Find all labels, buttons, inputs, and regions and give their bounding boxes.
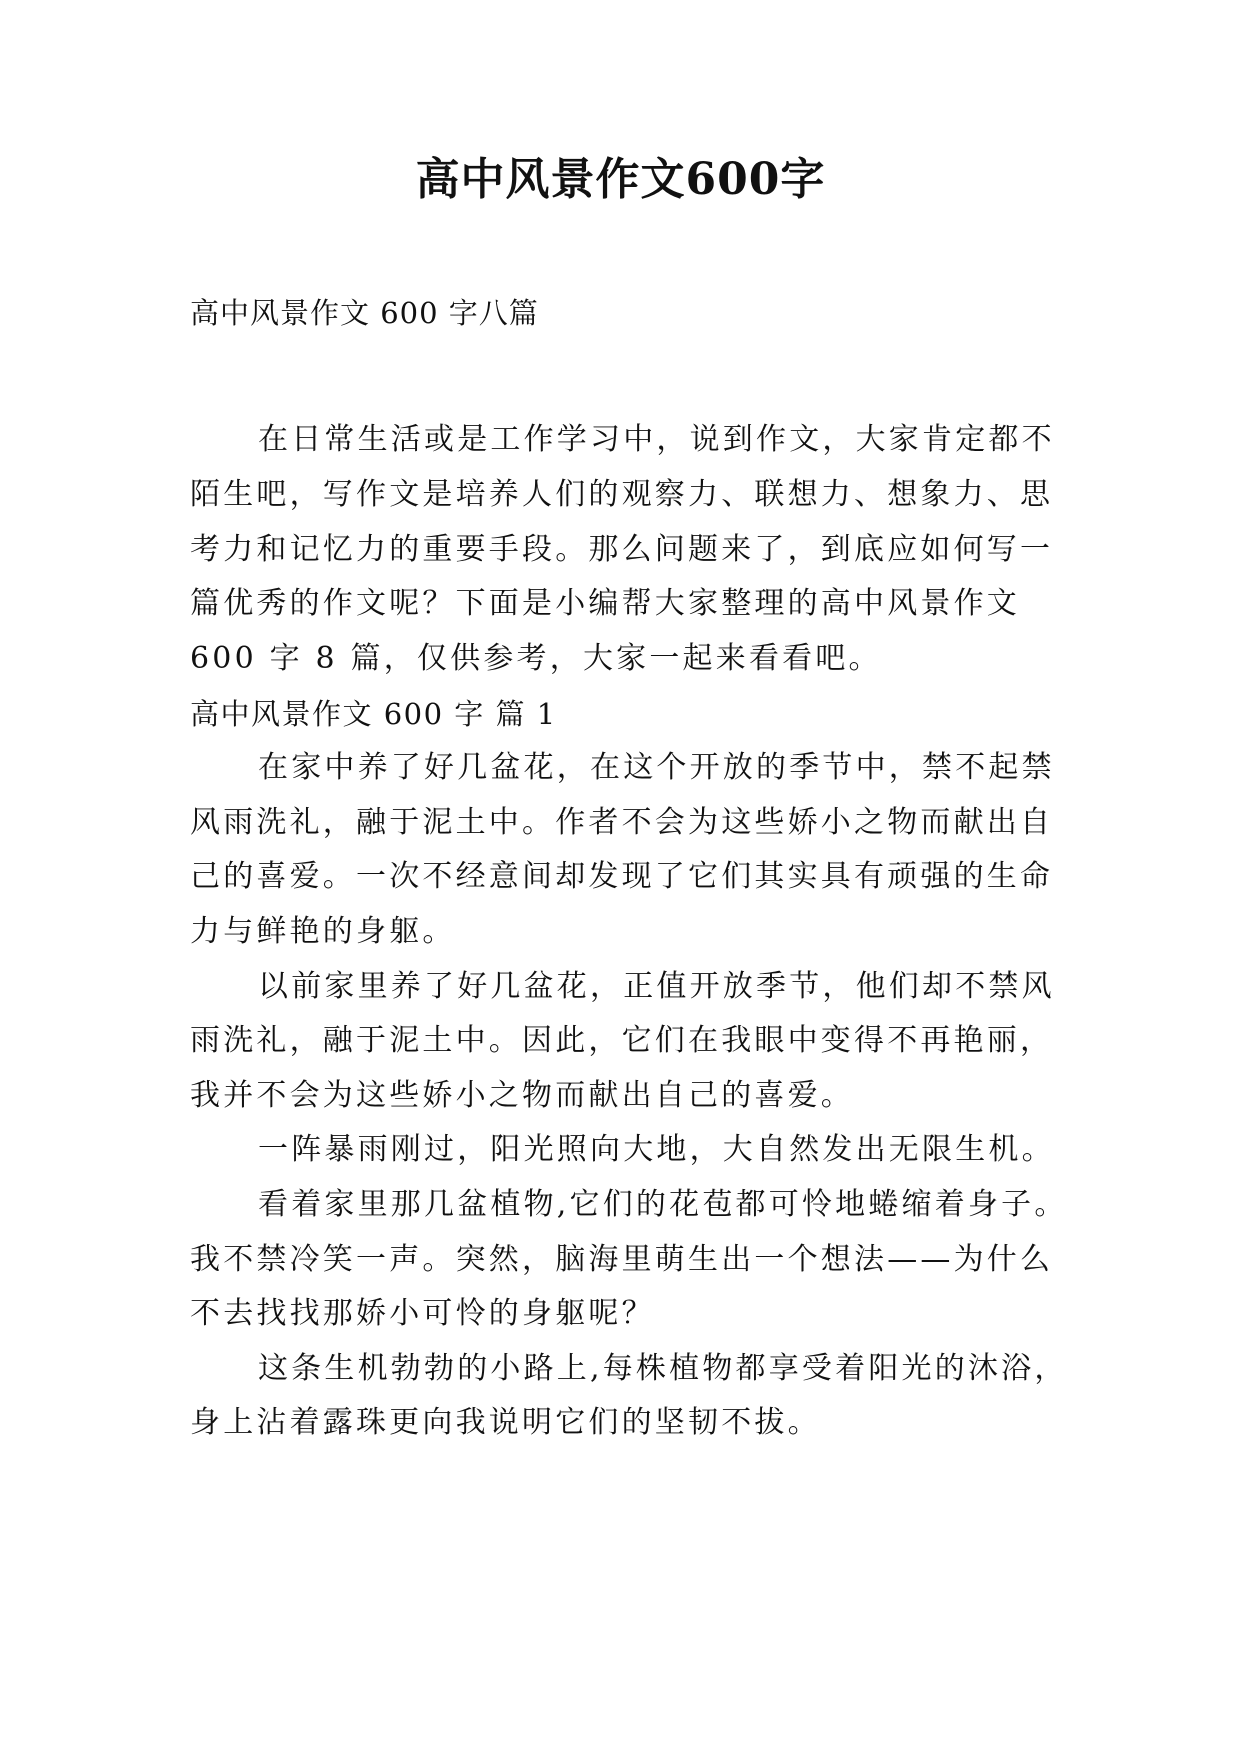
document-title: 高中风景作文600字: [415, 154, 826, 205]
paragraph-line: 己的喜爱。一次不经意间却发现了它们其实具有顽强的生命: [190, 859, 1054, 894]
section-heading: 高中风景作文 600 字 篇 1: [190, 697, 557, 731]
paragraph-line: 一阵暴雨刚过，阳光照向大地，大自然发出无限生机。: [258, 1132, 1055, 1167]
paragraph-line: 看着家里那几盆植物,它们的花苞都可怜地蜷缩着身子。: [258, 1187, 1068, 1222]
paragraph-line: 这条生机勃勃的小路上,每株植物都享受着阳光的沐浴，: [258, 1351, 1068, 1386]
intro-line: 600 字 8 篇，仅供参考，大家一起来看看吧。: [190, 641, 882, 676]
intro-line: 在日常生活或是工作学习中，说到作文，大家肯定都不: [258, 422, 1055, 457]
paragraph-line: 在家中养了好几盆花，在这个开放的季节中，禁不起禁: [258, 750, 1055, 785]
paragraph-line: 以前家里养了好几盆花，正值开放季节，他们却不禁风: [258, 969, 1055, 1004]
document-subtitle: 高中风景作文 600 字八篇: [190, 296, 539, 330]
paragraph-line: 身上沾着露珠更向我说明它们的坚韧不拔。: [190, 1405, 821, 1440]
paragraph-line: 我并不会为这些娇小之物而献出自己的喜爱。: [190, 1078, 854, 1113]
paragraph-line: 风雨洗礼，融于泥土中。作者不会为这些娇小之物而献出自: [190, 805, 1054, 840]
intro-line: 考力和记忆力的重要手段。那么问题来了，到底应如何写一: [190, 532, 1054, 567]
paragraph-line: 雨洗礼，融于泥土中。因此，它们在我眼中变得不再艳丽，: [190, 1023, 1054, 1058]
intro-line: 篇优秀的作文呢？下面是小编帮大家整理的高中风景作文: [190, 586, 1020, 621]
paragraph-line: 力与鲜艳的身躯。: [190, 914, 456, 949]
intro-line: 陌生吧，写作文是培养人们的观察力、联想力、想象力、思: [190, 477, 1054, 512]
paragraph-line: 我不禁冷笑一声。突然，脑海里萌生出一个想法——为什么: [190, 1242, 1054, 1277]
paragraph-line: 不去找找那娇小可怜的身躯呢？: [190, 1296, 655, 1331]
